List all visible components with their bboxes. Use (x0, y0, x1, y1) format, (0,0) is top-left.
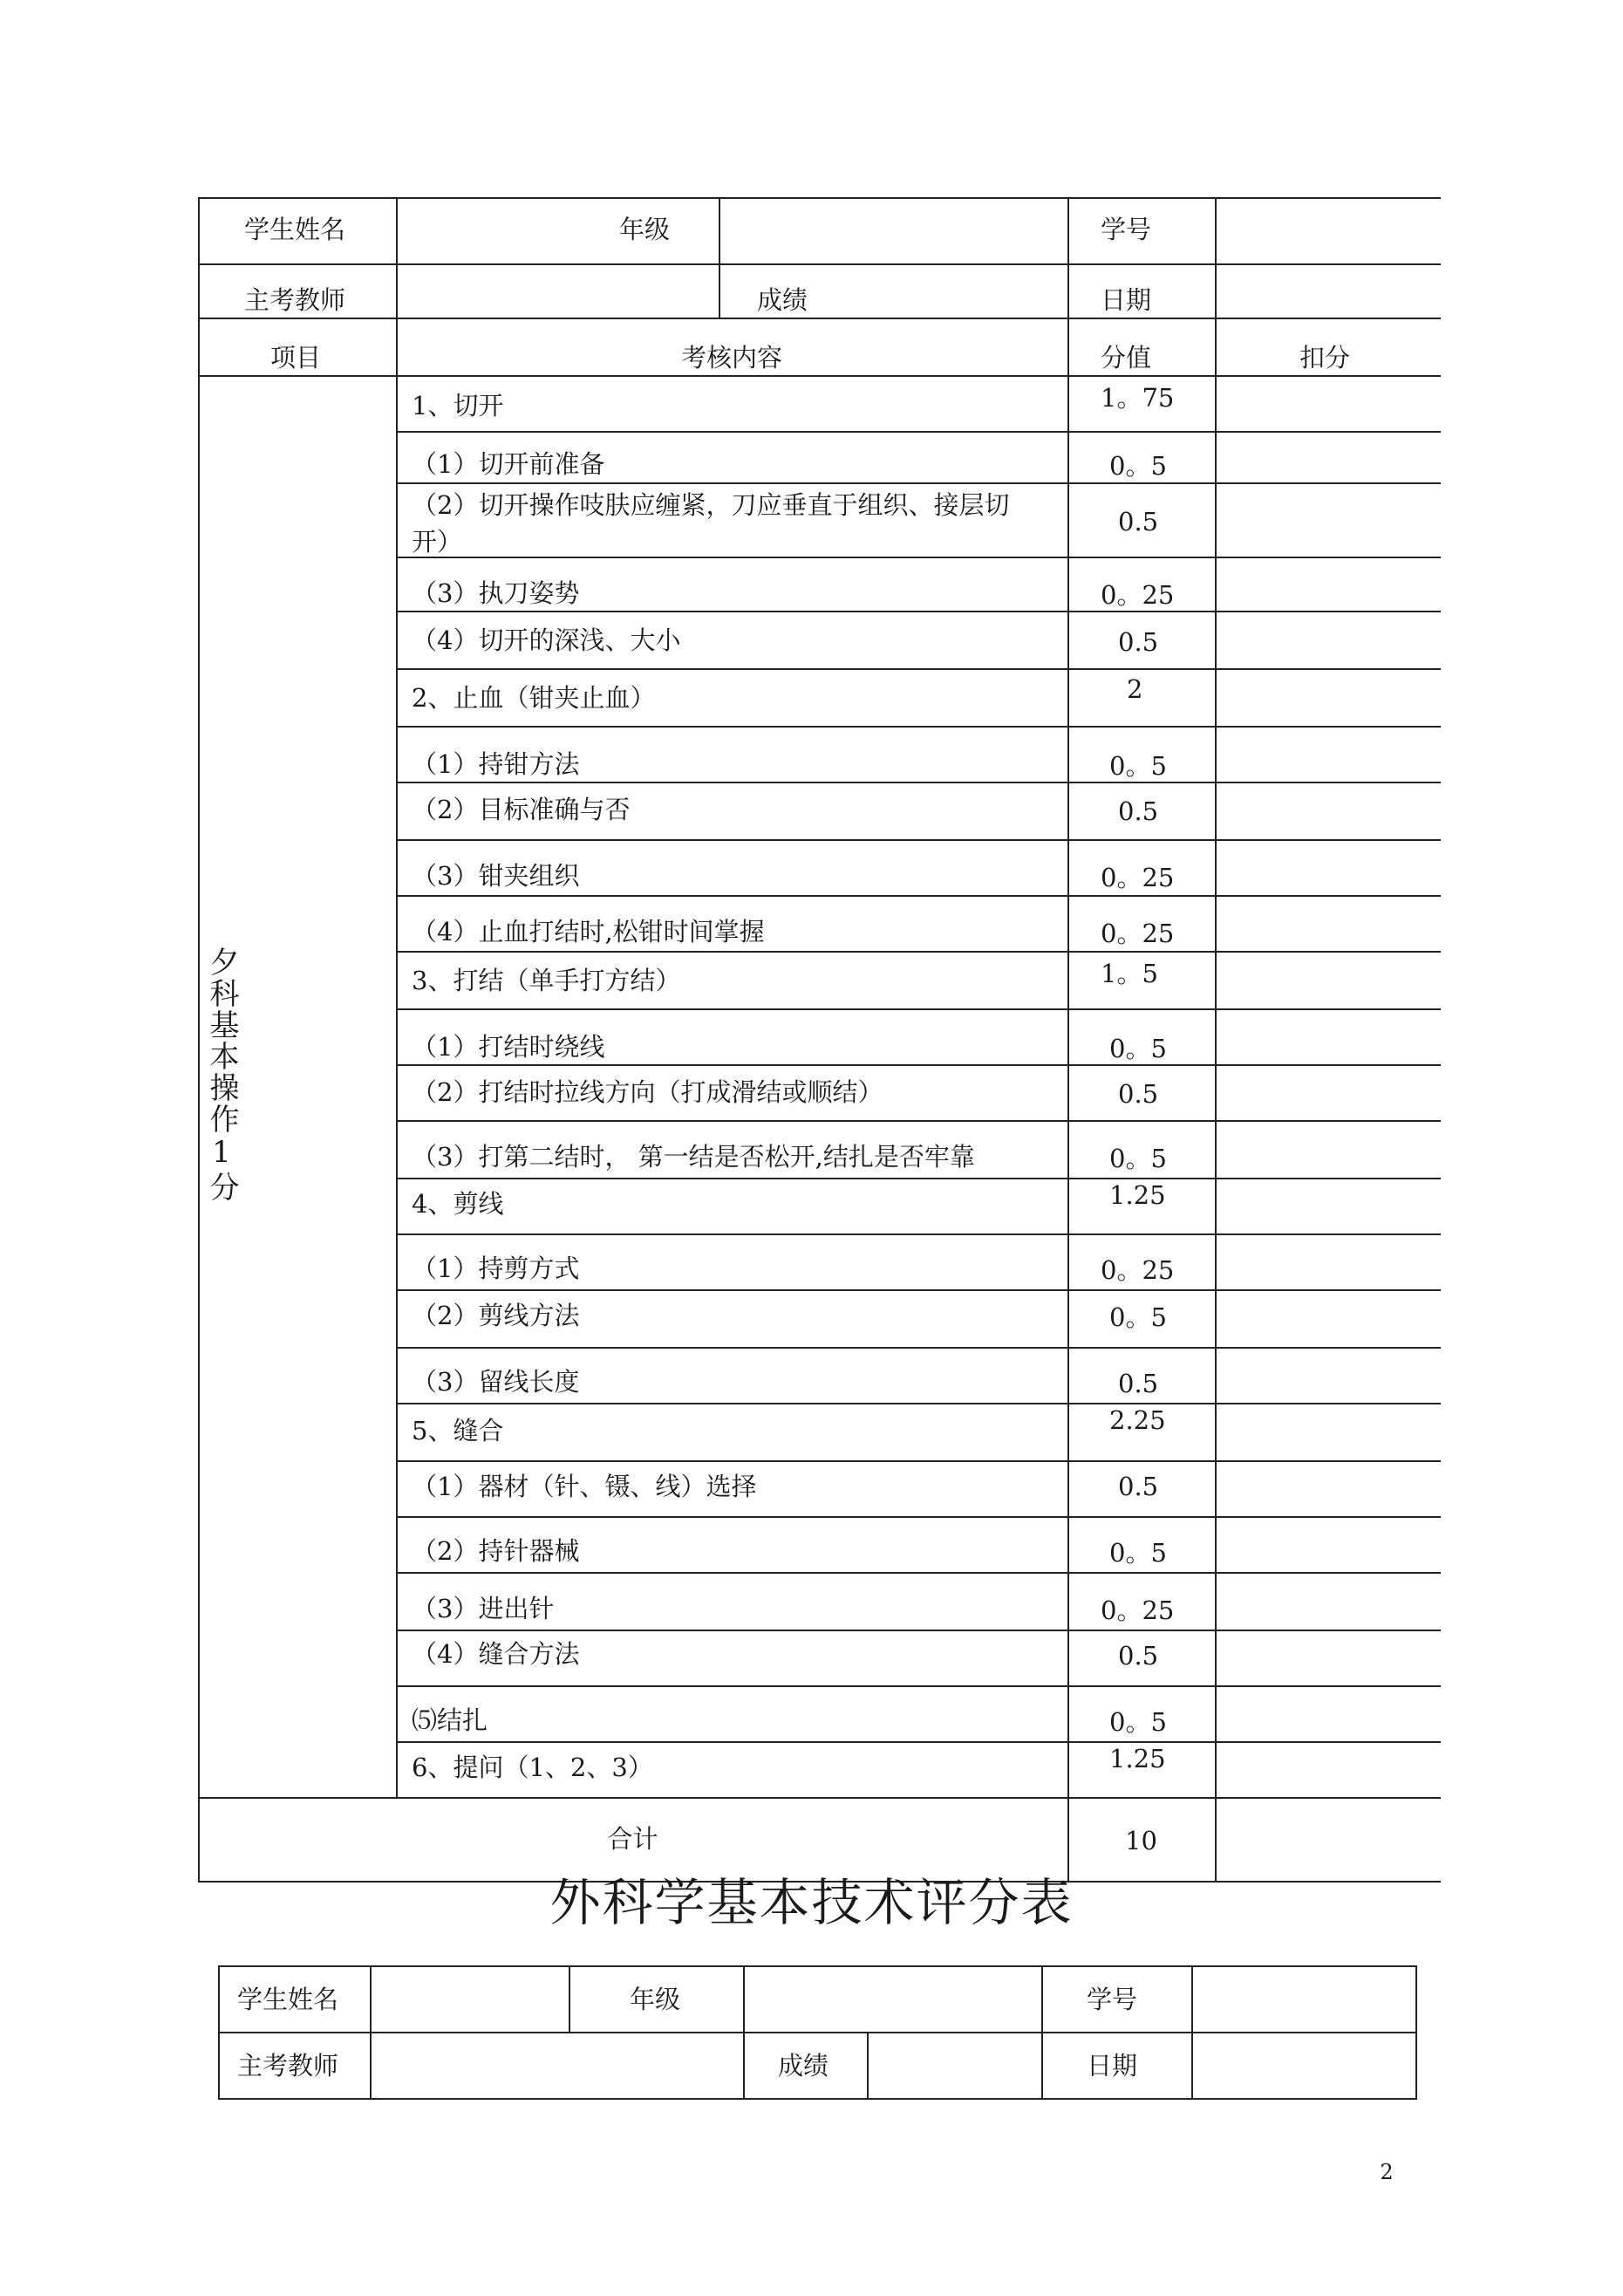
column-content-header: 考核内容 (680, 343, 782, 372)
table-row-content-line1: （2）切开操作吱肤应缠紧，刀应垂直于组织、接层切 (412, 490, 1010, 520)
page-number: 2 (1380, 2160, 1394, 2184)
total-value: 10 (1125, 1826, 1157, 1855)
table-row-content-line2: 开） (412, 527, 463, 557)
table-row-points: 2 (1127, 674, 1143, 704)
t2-grade-label: 年级 (630, 1985, 681, 2014)
category-label (202, 946, 241, 1211)
table-row-content: （3）执刀姿势 (412, 578, 580, 608)
table-row-points: 0。5 (1109, 1144, 1167, 1173)
column-item-header: 项目 (270, 343, 322, 372)
table-row-content: （1）持钳方法 (412, 749, 580, 779)
t2-student-id-label: 学号 (1087, 1985, 1138, 2014)
table-row-points: 0.5 (1118, 796, 1159, 826)
table-row-content: （1）持剪方式 (412, 1254, 580, 1283)
table-row-points: 0.5 (1118, 1369, 1159, 1398)
t2-student-name-label: 学生姓名 (237, 1985, 339, 2014)
date-label: 日期 (1101, 285, 1152, 315)
page-title: 外科学基本技术评分表 (549, 1873, 1074, 1932)
table-row-content: （3）留线长度 (412, 1367, 580, 1397)
total-label: 合计 (607, 1824, 658, 1854)
table-row-points: 0。5 (1109, 1707, 1167, 1737)
table-row-points: 2.25 (1109, 1405, 1166, 1435)
table-row-points: 0.5 (1118, 1641, 1159, 1671)
table-row-content: （4）切开的深浅、大小 (412, 625, 681, 655)
grade-label: 年级 (619, 215, 671, 244)
t2-date-label: 日期 (1087, 2051, 1138, 2081)
table-row-content: （2）剪线方法 (412, 1301, 580, 1330)
table-row-points: 0.5 (1118, 1079, 1159, 1109)
table-row-content: 1、切开 (412, 391, 504, 420)
table-row-points: 0。5 (1109, 1302, 1167, 1332)
table-row-content: 3、打结（单手打方结） (412, 966, 681, 995)
table-row-points: 0。5 (1109, 1538, 1167, 1568)
table-row-points: 1。5 (1101, 959, 1158, 988)
table-row-points: 0。25 (1101, 1255, 1175, 1285)
table-row-points: 1.25 (1109, 1180, 1166, 1210)
table-row-content: （4）止血打结时,松钳时间掌握 (412, 917, 765, 946)
category-label-text: 夕科基本操作1分 (204, 946, 239, 1203)
table-row-points: 0。5 (1109, 1034, 1167, 1063)
table-row-points: 0。25 (1101, 919, 1175, 948)
table-row-content: （3）钳夹组织 (412, 861, 580, 891)
table-row-content: 6、提问（1、2、3） (412, 1753, 653, 1782)
table-row-content: （2）持针器械 (412, 1536, 580, 1566)
table-row-points: 0。5 (1109, 451, 1167, 481)
table-row-content: （2）目标准确与否 (412, 795, 631, 824)
t2-score-label: 成绩 (778, 2051, 829, 2081)
table-row-points: 0。25 (1101, 580, 1175, 610)
column-deduction-header: 扣分 (1299, 343, 1351, 372)
student-id-label: 学号 (1101, 215, 1152, 244)
table-row-content: 4、剪线 (412, 1189, 504, 1219)
table-row-points: 1。75 (1101, 383, 1175, 413)
table-row-points: 0。25 (1101, 863, 1175, 892)
table-row-content: （1）切开前准备 (412, 449, 605, 479)
t2-examiner-label: 主考教师 (237, 2051, 339, 2081)
examiner-label: 主考教师 (244, 285, 346, 315)
table-row-points: 0.5 (1118, 507, 1159, 536)
table-row-points: 0。25 (1101, 1596, 1175, 1625)
table-row-content: （3）打第二结时， 第一结是否松开,结扎是否牢靠 (412, 1142, 975, 1172)
table-row-points: 0。5 (1109, 751, 1167, 781)
table-row-points: 0.5 (1118, 1472, 1159, 1501)
table-row-points: 1.25 (1109, 1744, 1166, 1773)
table-row-content: （3）进出针 (412, 1594, 555, 1623)
table-row-content: （2）打结时拉线方向（打成滑结或顺结） (412, 1077, 883, 1107)
student-name-label: 学生姓名 (244, 215, 346, 244)
table-row-content: 2、止血（钳夹止血） (412, 683, 656, 713)
column-points-header: 分值 (1101, 343, 1152, 372)
table-row-content: ⑸结扎 (412, 1705, 488, 1735)
table-row-content: （1）打结时绕线 (412, 1032, 605, 1062)
table-row-content: 5、缝合 (412, 1416, 504, 1445)
score-label: 成绩 (757, 285, 808, 315)
table-row-content: （4）缝合方法 (412, 1639, 580, 1669)
table-row-points: 0.5 (1118, 627, 1159, 657)
table-row-content: （1）器材（针、镊、线）选择 (412, 1472, 757, 1501)
